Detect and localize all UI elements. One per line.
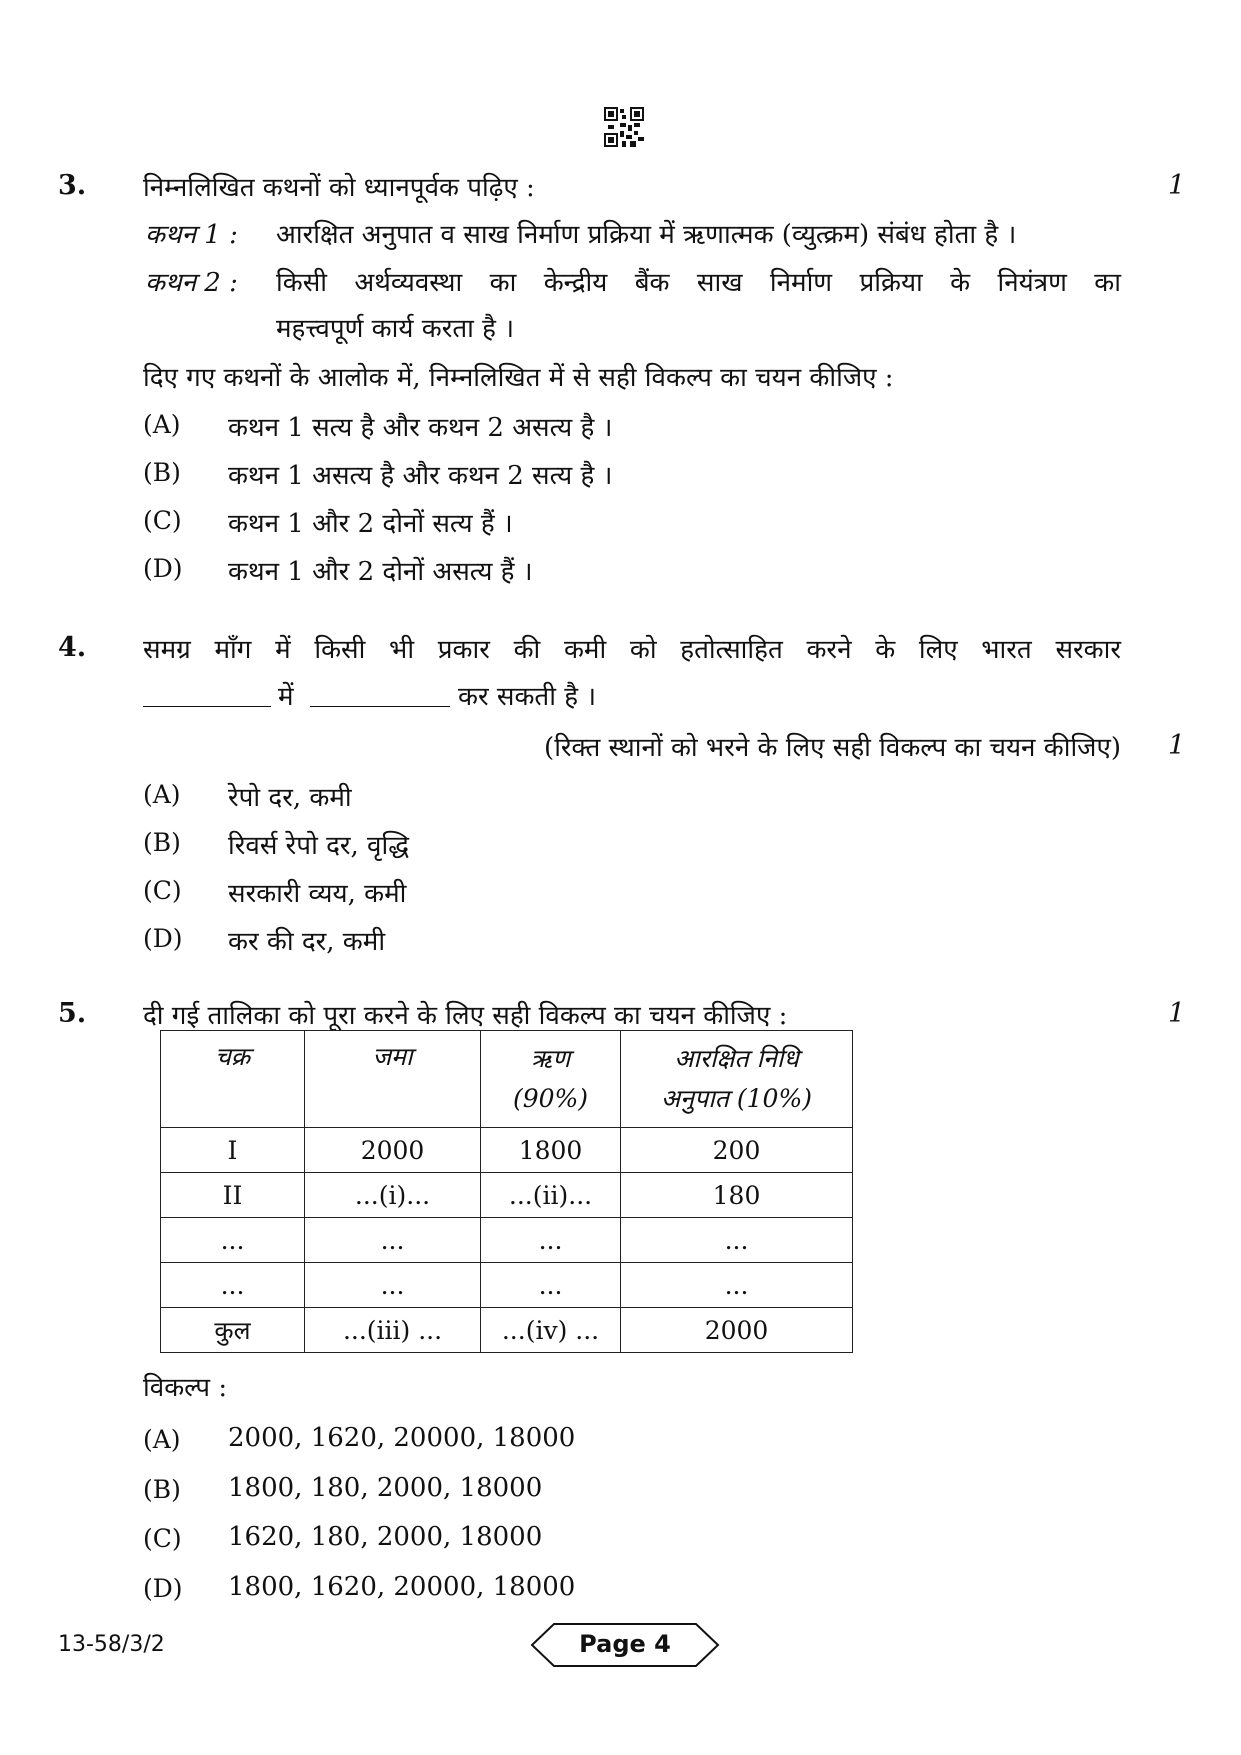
option-text: 2000, 1620, 20000, 18000 [228, 1423, 576, 1453]
table-cell: 1800 [481, 1128, 621, 1173]
table-header-cell: ऋण (90%) [481, 1031, 621, 1128]
blank-line-1 [143, 706, 271, 707]
table-cell: ... [481, 1218, 621, 1263]
question-stem-mid: में [278, 682, 294, 712]
option-text: कथन 1 असत्य है और कथन 2 सत्य है । [228, 461, 613, 491]
table-header-cell: आरक्षित निधि अनुपात (10%) [621, 1031, 853, 1128]
option-text: कर की दर, कमी [228, 927, 386, 957]
table-cell: 180 [621, 1173, 853, 1218]
page-number: Page 4 [579, 1630, 671, 1658]
option-text: सरकारी व्यय, कमी [228, 879, 407, 909]
statement-1-label: कथन 1 : [145, 220, 238, 250]
option-text: कथन 1 और 2 दोनों असत्य हैं । [228, 557, 533, 587]
option-text: कथन 1 और 2 दोनों सत्य हैं । [228, 509, 513, 539]
table-cell: ... [161, 1263, 305, 1308]
option-label: (A) [143, 410, 181, 439]
table-cell: ... [305, 1218, 481, 1263]
table-cell: ...(i)... [305, 1173, 481, 1218]
table-row [161, 1218, 853, 1263]
option-label: (C) [143, 1524, 182, 1553]
table-cell: I [161, 1128, 305, 1173]
statement-2-text-line1: किसी अर्थव्यवस्था का केन्द्रीय बैंक साख निर्माण प्रक्रिया के नियंत्रण का [276, 268, 1121, 298]
table-header-cell: जमा [305, 1031, 481, 1128]
option-label: (B) [143, 828, 181, 857]
table-cell: ... [621, 1218, 853, 1263]
question-stem: निम्नलिखित कथनों को ध्यानपूर्वक पढ़िए : [143, 173, 535, 203]
option-text: 1800, 180, 2000, 18000 [228, 1473, 543, 1503]
option-label: (A) [143, 780, 181, 809]
question-marks: 1 [1168, 170, 1186, 201]
option-label: (D) [143, 924, 183, 953]
option-label: (B) [143, 458, 181, 487]
table-cell: ... [621, 1263, 853, 1308]
table-row [161, 1173, 853, 1218]
question-number: 4. [58, 632, 87, 663]
statement-2-label: कथन 2 : [145, 268, 238, 298]
table-header-cell: चक्र [161, 1031, 305, 1128]
table-cell: II [161, 1173, 305, 1218]
table-row [161, 1263, 853, 1308]
table-cell: 2000 [621, 1308, 853, 1353]
statement-2-text-line2: महत्त्वपूर्ण कार्य करता है । [276, 314, 515, 344]
table-cell: ...(iv) ... [481, 1308, 621, 1353]
table-cell: 2000 [305, 1128, 481, 1173]
option-text: रेपो दर, कमी [228, 783, 352, 813]
question-instruction: दिए गए कथनों के आलोक में, निम्नलिखित में से सही विकल्प का चयन कीजिए : [143, 363, 894, 393]
question-number: 5. [58, 998, 87, 1029]
table-row [161, 1308, 853, 1353]
question-stem-line1: समग्र माँग में किसी भी प्रकार की कमी को हतोत्साहित करने के लिए भारत सरकार [143, 635, 1121, 665]
option-label: (C) [143, 506, 182, 535]
table-cell: ...(iii) ... [305, 1308, 481, 1353]
table-cell: ... [161, 1218, 305, 1263]
page-number-badge [530, 1622, 720, 1668]
question-marks: 1 [1168, 730, 1186, 761]
option-text: 1800, 1620, 20000, 18000 [228, 1572, 576, 1602]
option-text: 1620, 180, 2000, 18000 [228, 1522, 543, 1552]
question-marks: 1 [1168, 998, 1186, 1029]
option-label: (A) [143, 1425, 181, 1454]
table-cell: ... [305, 1263, 481, 1308]
option-label: (C) [143, 876, 182, 905]
statement-1-text: आरक्षित अनुपात व साख निर्माण प्रक्रिया में ऋणात्मक (व्युत्क्रम) संबंध होता है । [276, 220, 1017, 250]
paper-code: 13-58/3/2 [58, 1632, 165, 1657]
data-table [160, 1030, 853, 1353]
blank-line-2 [310, 706, 450, 707]
question-stem: दी गई तालिका को पूरा करने के लिए सही विकल्प का चयन कीजिए : [143, 1001, 788, 1031]
table-cell: 200 [621, 1128, 853, 1173]
question-instruction: (रिक्त स्थानों को भरने के लिए सही विकल्प का चयन कीजिए) [544, 733, 1121, 763]
option-label: (D) [143, 554, 183, 583]
options-heading: विकल्प : [143, 1373, 228, 1403]
option-label: (D) [143, 1574, 183, 1603]
option-label: (B) [143, 1475, 181, 1504]
question-number: 3. [58, 170, 87, 201]
table-header-row [161, 1031, 853, 1128]
table-row [161, 1128, 853, 1173]
qr-code-icon [604, 107, 644, 147]
option-text: कथन 1 सत्य है और कथन 2 असत्य है । [228, 413, 613, 443]
option-text: रिवर्स रेपो दर, वृद्धि [228, 831, 409, 861]
table-cell: ...(ii)... [481, 1173, 621, 1218]
question-stem-end: कर सकती है । [458, 682, 597, 712]
table-cell: ... [481, 1263, 621, 1308]
table-cell: कुल [161, 1308, 305, 1353]
